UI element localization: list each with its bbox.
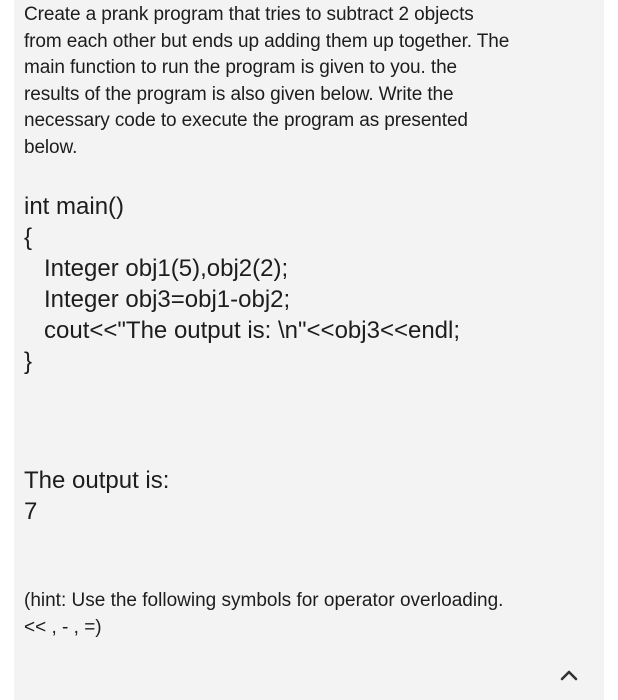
code-line: cout<<"The output is: \n"<<obj3<<endl; [44, 317, 461, 344]
output-value: 7 [24, 498, 38, 525]
hint-line: (hint: Use the following symbols for operator overloading. [24, 590, 504, 611]
chevron-up-icon [559, 668, 579, 682]
expected-output [24, 465, 590, 527]
code-line: { [24, 224, 33, 251]
code-line: } [24, 348, 33, 375]
intro-line: results of the program is also given below. Write the [24, 83, 454, 105]
collapse-button[interactable] [556, 662, 582, 688]
hint [24, 587, 590, 641]
code-snippet [24, 191, 590, 377]
intro-line: Create a prank program that tries to subtract 2 objects [24, 4, 474, 25]
question-text [24, 2, 590, 161]
code-line: Integer obj3=obj1-obj2; [44, 286, 291, 313]
hint-line: << , - , =) [24, 617, 102, 638]
intro-line: from each other but ends up adding them up together. The [24, 30, 510, 52]
question-card [14, 0, 604, 700]
output-label: The output is: [24, 467, 170, 494]
code-line: Integer obj1(5),obj2(2); [44, 255, 289, 282]
intro-line: below. [24, 136, 78, 158]
question-content [24, 0, 590, 641]
intro-line: necessary code to execute the program as presented [24, 110, 468, 131]
intro-line: main function to run the program is given to you. the [24, 57, 457, 78]
code-line: int main() [24, 193, 125, 220]
